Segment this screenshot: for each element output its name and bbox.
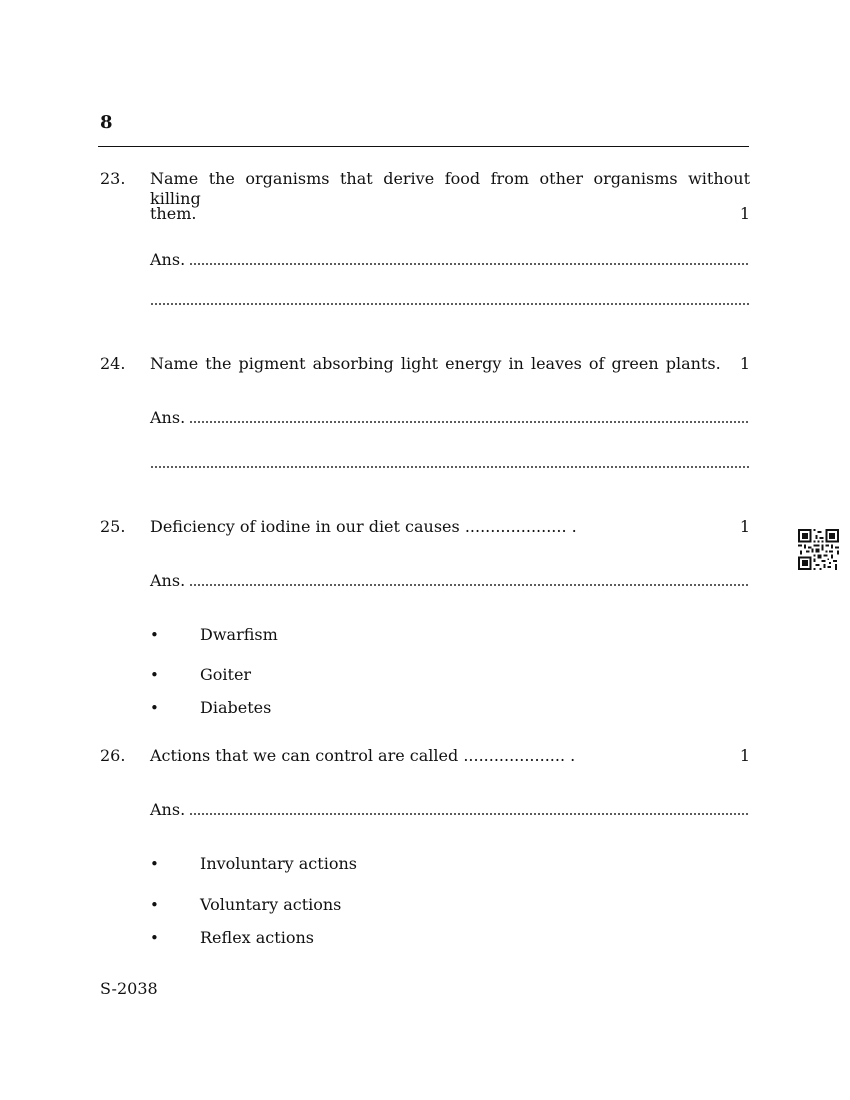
- answer-dots: [150, 300, 750, 306]
- footer-code: S-2038: [100, 979, 158, 998]
- bullet-icon: •: [150, 896, 159, 914]
- qr-code-icon: [798, 529, 839, 570]
- question-25-marks: 1: [739, 517, 750, 536]
- page-number: 8: [100, 112, 113, 133]
- answer-label: Ans.: [150, 408, 186, 427]
- question-25-answer-line[interactable]: [150, 571, 750, 591]
- question-23-text-line1: Name the organisms that derive food from other organisms without killing: [150, 169, 750, 208]
- answer-dots: [189, 260, 750, 266]
- question-26-answer-line[interactable]: [150, 800, 750, 820]
- question-25-number: 25.: [100, 517, 126, 536]
- question-23-answer-line[interactable]: [150, 250, 750, 270]
- header-rule: [98, 146, 749, 147]
- question-24-number: 24.: [100, 354, 126, 373]
- bullet-icon: •: [150, 929, 159, 947]
- question-25-option-1[interactable]: [150, 625, 278, 645]
- question-26-number: 26.: [100, 746, 126, 765]
- question-26-marks: 1: [739, 746, 750, 765]
- question-23-text-line2: them.: [150, 204, 197, 223]
- question-23-number: 23.: [100, 169, 126, 188]
- question-26-text: Actions that we can control are called .................... .: [150, 746, 576, 765]
- answer-label: Ans.: [150, 250, 186, 269]
- question-24-answer-line-2[interactable]: [150, 463, 750, 473]
- question-23-marks: 1: [739, 204, 750, 223]
- answer-dots: [189, 581, 750, 587]
- question-26-option-3[interactable]: [150, 928, 314, 948]
- bullet-icon: •: [150, 855, 159, 873]
- question-24-marks: 1: [739, 354, 750, 373]
- question-26-option-2[interactable]: [150, 895, 341, 915]
- answer-label: Ans.: [150, 571, 186, 590]
- option-label: Goiter: [200, 665, 252, 684]
- answer-dots: [189, 810, 750, 816]
- option-label: Involuntary actions: [200, 854, 357, 873]
- bullet-icon: •: [150, 699, 159, 717]
- question-25-option-2[interactable]: [150, 665, 251, 685]
- option-label: Reflex actions: [200, 928, 314, 947]
- option-label: Diabetes: [200, 698, 272, 717]
- option-label: Dwarfism: [200, 625, 278, 644]
- answer-label: Ans.: [150, 800, 186, 819]
- question-23-answer-line-2[interactable]: [150, 300, 750, 310]
- bullet-icon: •: [150, 626, 159, 644]
- option-label: Voluntary actions: [200, 895, 342, 914]
- question-25-text: Deficiency of iodine in our diet causes .................... .: [150, 517, 577, 536]
- question-25-option-3[interactable]: [150, 698, 271, 718]
- bullet-icon: •: [150, 666, 159, 684]
- answer-dots: [189, 418, 750, 424]
- question-24-text: Name the pigment absorbing light energy in leaves of green plants.: [150, 354, 721, 373]
- question-24-answer-line[interactable]: [150, 408, 750, 428]
- question-26-option-1[interactable]: [150, 854, 357, 874]
- answer-dots: [150, 463, 750, 469]
